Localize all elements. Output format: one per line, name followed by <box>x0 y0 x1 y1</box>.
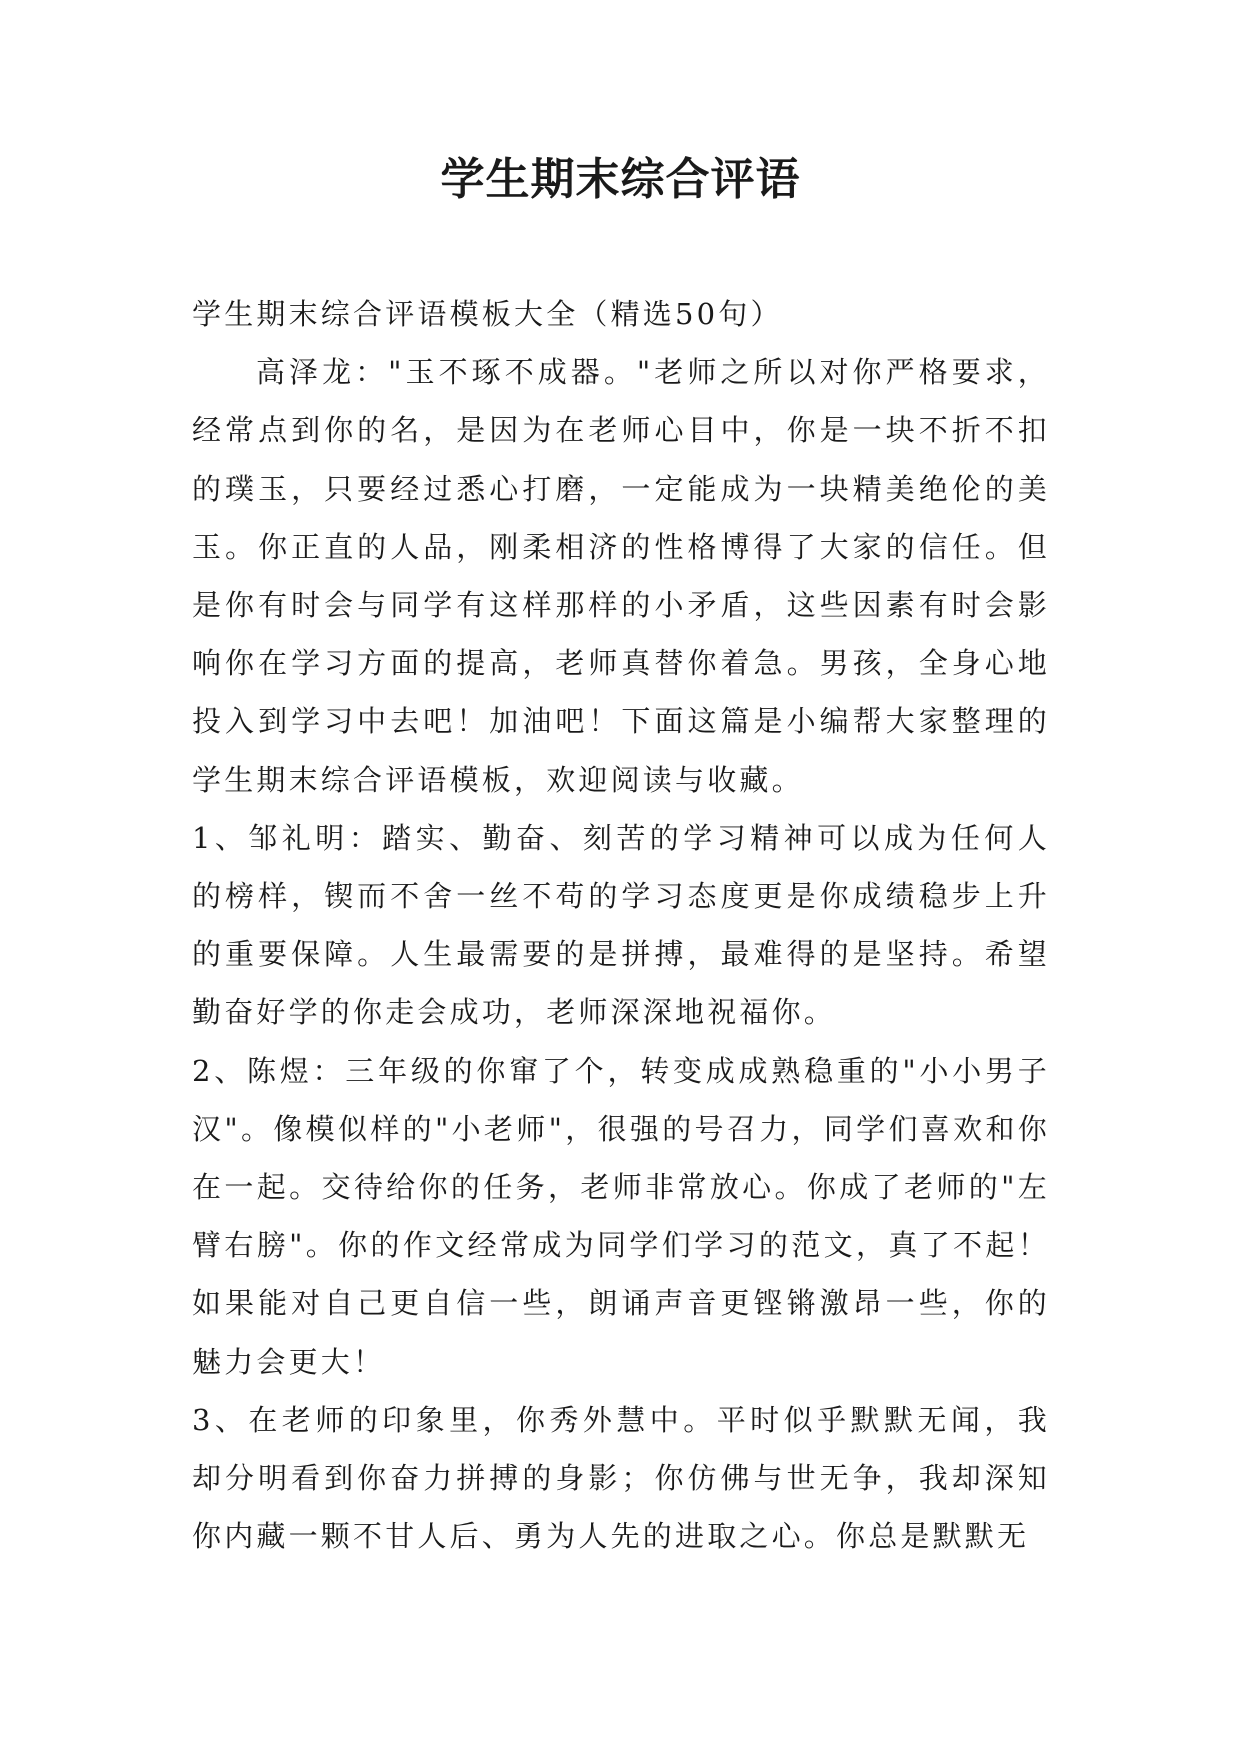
intro-paragraph: 高泽龙："玉不琢不成器。"老师之所以对你严格要求，经常点到你的名，是因为在老师心目中，你是一块不折不扣的璞玉，只要经过悉心打磨，一定能成为一块精美绝伦的美玉。你正直的人品，刚柔相济的性格博得了大家的信任。但是你有时会与同学有这样那样的小矛盾，这些因素有时会影响你在学习方面的提高，老师真替你着急。男孩，全身心地投入到学习中去吧！加油吧！下面这篇是小编帮大家整理的学生期末综合评语模板，欢迎阅读与收藏。 <box>192 355 1050 797</box>
comment-paragraph-1: 1、邹礼明：踏实、勤奋、刻苦的学习精神可以成为任何人的榜样，锲而不舍一丝不苟的学习态度更是你成绩稳步上升的重要保障。人生最需要的是拼搏，最难得的是坚持。希望勤奋好学的你走会成功，老师深深地祝福你。 <box>192 820 1050 1030</box>
document-title: 学生期末综合评语 <box>440 154 801 205</box>
comment-paragraph-2: 2、陈煜：三年级的你窜了个，转变成成熟稳重的"小小男子汉"。像模似样的"小老师"，很强的号召力，同学们喜欢和你在一起。交待给你的任务，老师非常放心。你成了老师的"左臂右膀"。你的作文经常成为同学们学习的范文，真了不起！如果能对自己更自信一些，朗诵声音更铿锵激昂一些，你的魅力会更大！ <box>192 1053 1050 1379</box>
document-body <box>192 285 1050 1565</box>
subtitle-paragraph: 学生期末综合评语模板大全（精选50句） <box>192 297 783 331</box>
comment-paragraph-3: 3、在老师的印象里，你秀外慧中。平时似乎默默无闻，我却分明看到你奋力拼搏的身影；你仿佛与世无争，我却深知你内藏一颗不甘人后、勇为人先的进取之心。你总是默默无 <box>192 1402 1050 1554</box>
